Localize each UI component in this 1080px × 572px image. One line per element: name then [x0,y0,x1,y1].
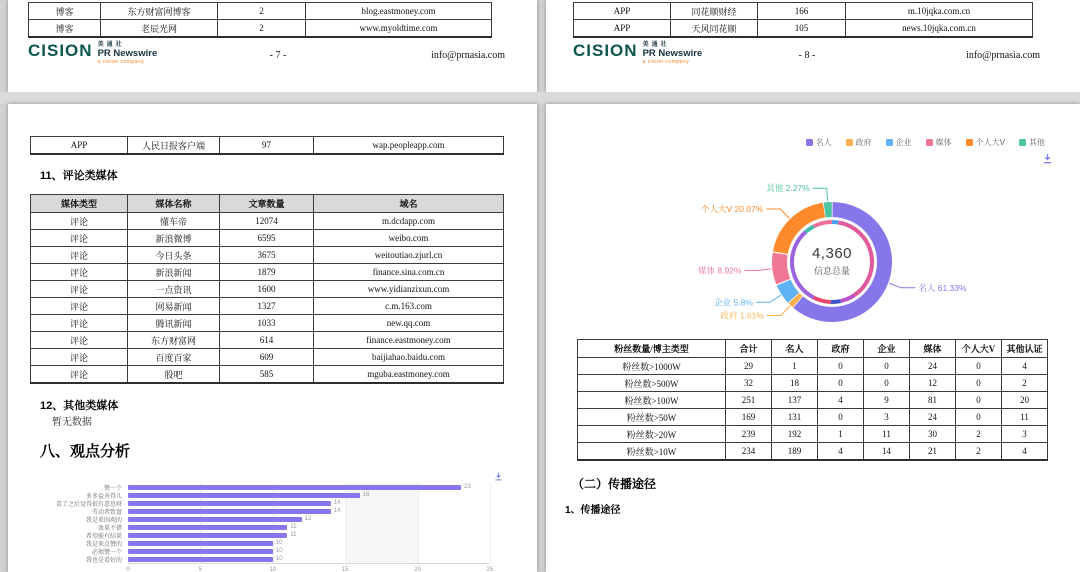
table-cell: 天风同花顺 [671,20,758,38]
axis-tick-label: 25 [486,567,494,572]
page-number: - 8 - [798,50,816,61]
table-row [31,247,504,264]
table-cell: 3 [1002,426,1048,443]
total-information-label: 信息总量 [813,266,850,276]
bar-category-label: 效果不错 [97,525,122,532]
table-cell: 1879 [220,264,314,281]
table-cell: news.10jqka.com.cn [846,20,1033,38]
table-header-cell: 个人大V [956,340,1002,358]
table-row [31,349,504,366]
logo-chinese-name: 美通社 [642,42,670,48]
bar[interactable] [128,517,302,522]
donut-label: 政府 1.61% [720,310,764,321]
table-cell: 4 [1002,443,1048,461]
table-cell: 166 [758,3,846,20]
opinion-bar-chart [8,483,537,572]
table-cell: 腾讯新闻 [128,315,220,332]
table-cell: weitoutiao.zjurl.cn [314,247,504,264]
table-cell: 29 [726,358,772,375]
table-row [31,366,504,384]
table-cell: 81 [910,392,956,409]
table-header-row [31,195,504,213]
table-cell: wap.peopleapp.com [314,137,504,155]
sub-section-1-heading: 1、传播途径 [565,505,621,516]
table-cell: 评论 [31,349,128,366]
table-cell: 0 [956,358,1002,375]
table-cell: 粉丝数>500W [578,375,726,392]
table-cell: 1327 [220,298,314,315]
table-header-cell: 粉丝数量/博主类型 [578,340,726,358]
bar-value-label: 14 [333,500,341,506]
bar-category-label: 多多益善得儿 [85,493,122,500]
table-cell: new.qq.com [314,315,504,332]
logo-pr-newswire: PR Newswire [642,47,703,59]
page-gap [0,92,1080,104]
table-cell: 0 [956,409,1002,426]
media-table-fragment-p8 [573,2,1033,38]
legend-swatch [1019,139,1026,146]
table-cell: 2 [1002,375,1048,392]
axis-tick-label: 10 [269,567,277,572]
table-cell: mguba.eastmoney.com [314,366,504,384]
table-cell: www.yidianzixun.com [314,281,504,298]
table-cell: 评论 [31,298,128,315]
table-cell: 粉丝数>10W [578,443,726,461]
table-header-cell: 媒体类型 [31,195,128,213]
table-cell: 1 [818,426,864,443]
donut-inner-ring-segment [806,226,814,232]
bar-value-label: 10 [275,540,283,546]
table-cell: 251 [726,392,772,409]
bar-track [128,515,490,523]
table-cell: APP [574,3,671,20]
table-row [29,20,492,38]
bar-track [128,499,490,507]
table-row [578,443,1048,461]
legend-item[interactable] [846,137,872,148]
comment-media-table [30,194,504,384]
donut-label: 名人 61.33% [918,282,967,293]
bar-chart-rows [8,483,537,563]
fans-count-table [577,339,1048,461]
legend-swatch [926,139,933,146]
section-2-heading: （二）传播途径 [572,477,657,491]
table-row [31,298,504,315]
table-cell: 博客 [29,3,101,20]
bar-value-label: 11 [290,524,297,530]
legend-swatch [966,139,973,146]
table-cell: 1 [772,358,818,375]
bar-category-label: 看了之后觉得很有意思呀 [55,501,122,508]
bar[interactable] [128,541,273,546]
bar-category-label: 我是来点赞的 [85,541,122,548]
page-number: - 7 - [269,50,287,61]
table-cell: c.m.163.com [314,298,504,315]
table-cell: 9 [864,392,910,409]
table-header-row [578,340,1048,358]
table-row [31,213,504,230]
table-cell: 32 [726,375,772,392]
table-cell: 新浪微博 [128,230,220,247]
legend-swatch [806,139,813,146]
table-cell: blog.eastmoney.com [306,3,492,20]
table-cell: 14 [864,443,910,461]
no-data-text: 暂无数据 [52,417,92,428]
bar-track [128,523,490,531]
bar[interactable] [128,509,331,514]
bar[interactable] [128,533,287,538]
table-header-cell: 企业 [864,340,910,358]
document-page-7 [8,0,537,92]
donut-label: 媒体 8.92% [698,265,742,276]
legend-label: 其他 [1029,138,1045,147]
table-cell: 懂车帝 [128,213,220,230]
table-cell: 2 [956,443,1002,461]
legend-item[interactable] [806,137,832,148]
table-cell: 评论 [31,332,128,349]
bar-track [128,491,490,499]
bar-track [128,539,490,547]
table-cell: 192 [772,426,818,443]
table-cell: 234 [726,443,772,461]
table-cell: 24 [910,358,956,375]
app-table-fragment [30,136,504,155]
table-row [574,3,1033,20]
bar-category-label: 赞一个 [103,485,122,492]
table-header-cell: 政府 [818,340,864,358]
table-cell: 137 [772,392,818,409]
table-cell: 1600 [220,281,314,298]
table-cell: 博客 [29,20,101,38]
bar-category-label: 我是来围观的 [85,517,122,524]
table-cell: 11 [1002,409,1048,426]
table-row [31,315,504,332]
cision-prnewswire-logo [573,42,702,66]
legend-item[interactable] [926,137,952,148]
table-cell: APP [574,20,671,38]
legend-label: 媒体 [935,138,952,147]
cision-prnewswire-logo [28,42,157,66]
label-leader-line [744,269,771,270]
table-row [578,358,1048,375]
bar-value-label: 14 [333,508,341,514]
table-row [31,332,504,349]
table-cell: 0 [818,358,864,375]
table-header-cell: 域名 [314,195,504,213]
donut-label: 个人大V 20.07% [700,204,764,215]
document-page-10 [546,104,1080,572]
table-cell: 评论 [31,230,128,247]
bar-value-label: 11 [290,532,297,538]
table-cell: APP [31,137,128,155]
bar-track [128,507,490,515]
donut-inner-ring-segment [814,298,831,302]
document-page-9 [8,104,537,572]
axis-tick-label: 0 [126,567,130,572]
table-cell: 粉丝数>50W [578,409,726,426]
table-row [31,230,504,247]
table-cell: 东方财富网 [128,332,220,349]
bar-track [128,547,490,555]
table-cell: 2 [218,20,306,38]
legend-label: 政府 [855,138,872,147]
table-row [29,3,492,20]
section-12-heading: 12、其他类媒体 [40,400,119,412]
table-cell: 新浪新闻 [128,264,220,281]
legend-label: 企业 [895,138,912,147]
table-cell: 105 [758,20,846,38]
table-cell: 百度百家 [128,349,220,366]
table-cell: 东方财富网博客 [101,3,218,20]
donut-segment[interactable] [784,283,794,298]
table-cell: 网易新闻 [128,298,220,315]
table-cell: 4 [818,392,864,409]
donut-label: 其他 2.27% [766,183,810,194]
label-leader-line [766,209,789,218]
table-header-cell: 媒体名称 [128,195,220,213]
bar[interactable] [128,525,287,530]
table-cell: 同花顺财经 [671,3,758,20]
bar-value-label: 16 [362,492,370,498]
legend-item[interactable] [966,137,1005,148]
download-icon [1042,153,1053,164]
table-cell: 609 [220,349,314,366]
bar-track [128,483,490,491]
table-cell: 老辰光网 [101,20,218,38]
table-row [578,426,1048,443]
table-cell: 585 [220,366,314,384]
footer-email: info@prnasia.com [431,50,505,61]
table-cell: 一点资讯 [128,281,220,298]
bar-track [128,555,490,563]
table-cell: 0 [864,375,910,392]
table-cell: 粉丝数>20W [578,426,726,443]
table-row [31,264,504,281]
table-cell: 股吧 [128,366,220,384]
legend-swatch [886,139,893,146]
table-cell: 人民日报客户端 [128,137,220,155]
table-cell: 2 [218,3,306,20]
bar-value-label: 10 [275,556,283,562]
table-cell: m.dcdapp.com [314,213,504,230]
table-row [578,392,1048,409]
table-cell: 4 [1002,358,1048,375]
table-cell: 3675 [220,247,314,264]
bar-category-label: 希望能有结果 [85,533,122,540]
logo-tagline: a cision company [97,58,145,65]
bar-row [8,555,537,563]
table-cell: 1033 [220,315,314,332]
logo-tagline: a cision company [642,58,690,65]
table-cell: weibo.com [314,230,504,247]
download-icon [494,472,503,481]
table-cell: 21 [910,443,956,461]
table-cell: 0 [956,392,1002,409]
bar-value-label: 23 [464,484,471,490]
label-leader-line [756,295,781,302]
footer-email: info@prnasia.com [966,50,1040,61]
total-information-count: 4,360 [811,245,853,262]
x-axis-line [128,563,490,564]
table-cell: 0 [864,358,910,375]
table-cell: 评论 [31,213,128,230]
bar-value-label: 12 [304,516,312,522]
table-cell: 0 [818,375,864,392]
media-table-fragment-p7 [28,2,492,38]
legend-item[interactable] [1019,137,1045,148]
table-cell: finance.eastmoney.com [314,332,504,349]
bar[interactable] [128,549,273,554]
cision-logo-text: CISION [573,41,638,60]
table-header-cell: 合计 [726,340,772,358]
download-chart-icon[interactable] [1042,151,1053,169]
table-header-cell: 名人 [772,340,818,358]
table-cell: baijiahao.baidu.com [314,349,504,366]
cision-logo-text: CISION [28,41,93,60]
table-cell: 6595 [220,230,314,247]
bar[interactable] [128,557,273,562]
table-cell: www.myoldtime.com [306,20,492,38]
table-cell: 粉丝数>1000W [578,358,726,375]
table-cell: 0 [818,409,864,426]
table-cell: 今日头条 [128,247,220,264]
donut-label: 企业 5.8% [714,297,753,308]
table-cell: 239 [726,426,772,443]
information-donut-chart [600,175,980,335]
table-cell: 0 [956,375,1002,392]
table-cell: 评论 [31,264,128,281]
axis-tick-label: 20 [414,567,421,572]
axis-tick-label: 5 [198,567,203,572]
table-cell: m.10jqka.com.cn [846,3,1033,20]
table-cell: 12 [910,375,956,392]
legend-item[interactable] [886,137,912,148]
table-cell: 11 [864,426,910,443]
label-leader-line [813,188,828,201]
table-header-cell: 媒体 [910,340,956,358]
table-cell: 189 [772,443,818,461]
table-cell: 18 [772,375,818,392]
table-cell: 评论 [31,315,128,332]
bar-track [128,531,490,539]
table-row [31,137,504,155]
table-header-cell: 文章数量 [220,195,314,213]
legend-label: 个人大V [975,138,1005,147]
table-row [578,409,1048,426]
logo-pr-newswire: PR Newswire [97,47,158,59]
donut-segment[interactable] [794,298,798,301]
table-cell: 评论 [31,366,128,384]
table-cell: 131 [772,409,818,426]
table-cell: 169 [726,409,772,426]
donut-center [782,245,882,277]
donut-segment[interactable] [825,210,832,211]
table-cell: 20 [1002,392,1048,409]
axis-tick-label: 15 [341,567,349,572]
section-11-heading: 11、评论类媒体 [40,170,118,182]
table-row [574,20,1033,38]
legend-swatch [846,139,853,146]
table-row [31,281,504,298]
bar[interactable] [128,493,360,498]
table-cell: 97 [220,137,314,155]
table-header-cell: 其他认证 [1002,340,1048,358]
donut-inner-ring-segment [831,301,841,302]
table-cell: 2 [956,426,1002,443]
table-cell: 评论 [31,247,128,264]
bar-category-label: 必须赞一个 [91,549,122,556]
table-cell: 30 [910,426,956,443]
donut-legend [806,137,1045,148]
document-page-8 [546,0,1080,92]
legend-label: 名人 [815,138,832,147]
label-leader-line [767,306,790,315]
bar[interactable] [128,501,331,506]
table-cell: 24 [910,409,956,426]
bar-category-label: 我也是看好的 [85,557,122,564]
section-8-heading: 八、观点分析 [40,443,131,460]
bar-category-label: 劳动者致富 [91,509,122,516]
table-cell: 粉丝数>100W [578,392,726,409]
donut-inner-ring-segment [814,222,832,226]
logo-chinese-name: 美通社 [97,42,125,48]
table-cell: 评论 [31,281,128,298]
bar[interactable] [128,485,461,490]
table-row [578,375,1048,392]
table-cell: 3 [864,409,910,426]
donut-inner-ring-segment [841,295,855,301]
table-cell: finance.sina.com.cn [314,264,504,281]
table-cell: 614 [220,332,314,349]
label-leader-line [889,283,915,288]
bar-value-label: 10 [275,548,283,554]
table-cell: 4 [818,443,864,461]
table-cell: 12074 [220,213,314,230]
